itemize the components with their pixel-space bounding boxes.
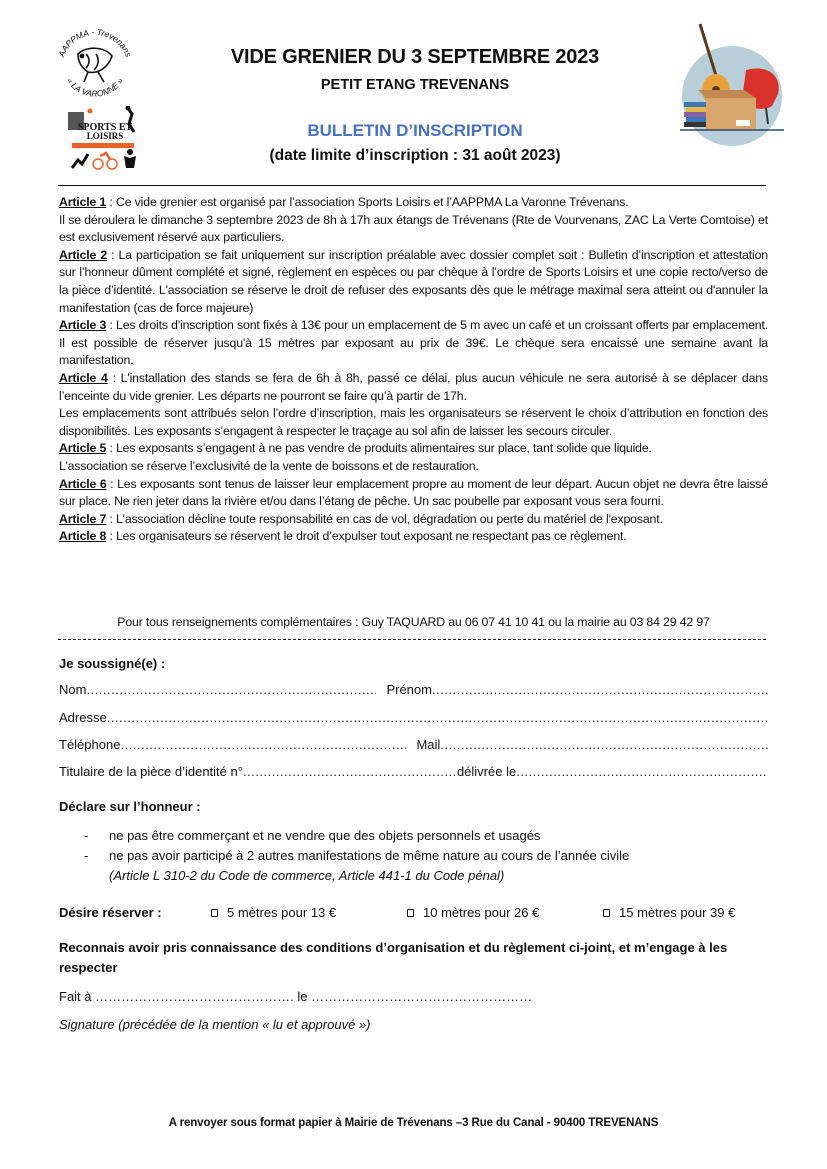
piece-identite-label: Titulaire de la pièce d’identité n° [59,764,243,779]
article-4: Article 4 : L'installation des stands se fera de 6h à 8h, passé ce délai, plus aucun véhicule ne sera autorisé à se déplacer dans l’enceinte du vide grenier. Les départs ne pourront se faire qu’à partir de 17h. [59,370,768,403]
nom-field[interactable] [86,682,376,697]
event-location: PETIT ETANG TREVENANS [320,77,510,93]
article-2: Article 2 : La participation se fait uniquement sur inscription préalable avec dossier complet soit : Bulletin d’inscription et attestation sur l’honneur dûment complété et signé, règlement en espèces ou par chèque à l’ordre de Sports Loisirs et une copie recto/verso de la pièce d’identité. L'association se réserve le droit de refuser des exposants dès que le métrage maximal sera atteint ou d'annuler la manifestation (cas de force majeure) [59,247,768,315]
article-3: Article 3 : Les droits d'inscription sont fixés à 13€ pour un emplacement de 5 m avec un café et un croissant offerts par emplacement. Il est possible de réserver jusqu'à 15 mètres par exposant au prix de 39€. Le chèque sera encaissé une semaine avant la manifestation. [59,318,768,368]
prenom-label: Prénom [386,682,432,697]
svg-text:AAPPMA - Trevenans [56,27,134,59]
adresse-label: Adresse [59,710,107,725]
declaration-list [84,826,764,886]
aappma-bottom-text: « LA VARONNE » [64,75,126,99]
books-icon [684,102,706,127]
svg-text:LOISIRS: LOISIRS [86,131,124,141]
adresse-field[interactable] [107,710,768,725]
checkbox-10m[interactable] [407,909,414,917]
declaration-item: - ne pas avoir participé à 2 autres manifestations de même nature au cours de l’année civile [84,848,630,863]
svg-text:« LA VARONNE » [65,76,125,99]
sports-loisirs-logo [66,106,144,172]
checkbox-15m[interactable] [603,909,610,917]
delivree-field[interactable] [516,764,768,779]
return-address: A renvoyer sous format papier à Mairie de Trévenans –3 Rue du Canal - 90400 TREVENANS [168,1117,659,1129]
athlete-icon [124,149,136,168]
cut-line-divider [58,639,766,640]
aappma-top-text: AAPPMA - Trevenans [56,26,134,59]
date-field[interactable]: …………………………………………… [311,989,533,1004]
checkbox-5m[interactable] [211,909,218,917]
fish-icon [78,48,112,82]
nom-label: Nom [59,682,87,697]
place-date-row [59,989,532,1004]
delivree-label: délivrée le [456,764,517,779]
mail-field[interactable] [440,737,768,752]
address-row [59,710,768,725]
box-icon [698,90,756,130]
header-divider [58,185,766,186]
flea-market-illustration [676,20,788,148]
le-label: le [293,989,312,1004]
cyclist-icon [93,153,117,169]
legal-reference: (Article L 310-2 du Code de commerce, Article 441-1 du Code pénal) [109,868,505,883]
declaration-heading: Déclare sur l’honneur : [59,799,201,814]
signature-instruction: Signature (précédée de la mention « lu et approuvé ») [59,1017,371,1032]
contact-info: Pour tous renseignements complémentaires : Guy TAQUARD au 06 07 41 10 41 ou la mairie au 03 84 29 42 97 [117,615,710,629]
telephone-field[interactable] [120,737,406,752]
article-7: Article 7 : L'association décline toute responsabilité en cas de vol, dégradation ou perte du matériel de l'exposant. [59,511,663,526]
form-heading: Je soussigné(e) : [59,656,166,671]
phone-mail-row [59,737,768,752]
article-5: Article 5 : Les exposants s’engagent à ne pas vendre de produits alimentaires sur place, tant solide que liquide. [59,441,652,456]
runner-icon [72,154,88,168]
svg-text:SPORTS ET: SPORTS ET [77,122,133,133]
article-5-cont: L’association se réserve l’exclusivité de la vente de boissons et de restauration. [59,458,479,473]
name-row [59,682,768,697]
id-row [59,764,768,779]
option-15m[interactable]: 15 mètres pour 39 € [603,905,735,920]
fait-a-field[interactable]: ………………………………………. [95,989,294,1004]
mail-label: Mail [416,737,441,752]
declaration-item: - ne pas être commerçant et ne vendre que des objets personnels et usagés [84,828,541,843]
reservation-row [59,905,768,920]
article-8: Article 8 : Les organisateurs se réservent le droit d’expulser tout exposant ne respectant pas ce règlement. [59,529,627,544]
article-4-cont: Les emplacements sont attribués selon l’ordre d’inscription, mais les organisateurs se réservent le choix d’attribution en fonction des disponibilités. Les exposants s’engagent à respecter le traçage au sol afin de laisser les secours circuler. [59,406,768,438]
article-1-cont: Il se déroulera le dimanche 3 septembre 2023 de 8h à 17h aux étangs de Trévenans (Rte de Vourvenans, ZAC La Verte Comtoise) et est exclusivement réservé aux particuliers. [59,212,768,245]
option-10m[interactable]: 10 mètres pour 26 € [407,905,603,920]
article-6: Article 6 : Les exposants sont tenus de laisser leur emplacement propre au moment de leur départ. Aucun objet ne devra être laissé sur place. Ne rien jeter dans la rivière et/ou dans l’étang de pêche. Un sac poubelle par exposant vous sera fourni. [59,476,768,509]
form-title: BULLETIN D’INSCRIPTION [307,121,523,140]
aappma-logo [52,24,138,104]
registration-deadline: (date limite d’inscription : 31 août 2023) [269,147,561,164]
rules-articles [59,194,768,546]
telephone-label: Téléphone [59,737,121,752]
page-title: VIDE GRENIER DU 3 SEPTEMBRE 2023 [230,46,600,68]
article-1: Article 1 : Ce vide grenier est organisé par l’association Sports Loisirs et l’AAPPMA La Varonne Trévenans. [59,195,629,209]
fait-a-label: Fait à [59,989,96,1004]
prenom-field[interactable] [432,682,768,697]
piece-identite-field[interactable] [243,764,457,779]
reservation-label: Désire réserver : [59,905,162,920]
option-5m[interactable]: 5 mètres pour 13 € [211,905,407,920]
acknowledgement-text: Reconnais avoir pris connaissance des conditions d’organisation et du règlement ci-joint, et m’engage à les respecter [59,940,728,975]
